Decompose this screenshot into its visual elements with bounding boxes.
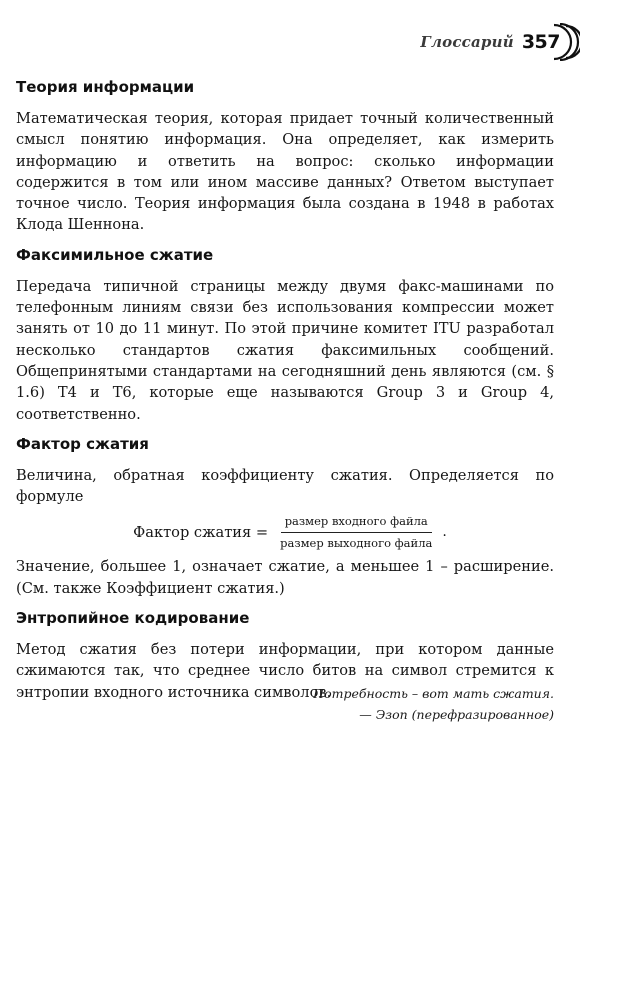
formula-lhs: Фактор сжатия = bbox=[133, 524, 269, 542]
compression-factor-intro: Величина, обратная коэффициенту сжатия. Определяется по формуле bbox=[16, 466, 554, 506]
section-body-information-theory: Математическая теория, которая придает точный количественный смысл понятию информация. Она определяет, как измерить информацию и ответить на вопрос: сколько информации содержится в том или ином массиве данных? Ответом выступает точное число. Теория информация была создана в 1948 в работах Клода Шеннона. bbox=[16, 110, 554, 234]
section-title-compression-factor: Фактор сжатия bbox=[16, 434, 149, 453]
epigraph-attribution: — Эзоп (перефразированное) bbox=[359, 707, 554, 722]
compression-factor-explanation: Значение, большее 1, означает сжатие, а меньшее 1 – расширение. (См. также Коэффициент сжатия.) bbox=[16, 558, 554, 597]
section-title-entropy-coding: Энтропийное кодирование bbox=[16, 609, 250, 628]
formula-fraction bbox=[276, 513, 436, 552]
section-body-compression-factor bbox=[16, 465, 554, 599]
glossary-content bbox=[16, 70, 554, 703]
formula-numerator: размер входного файла bbox=[281, 513, 432, 533]
section-body-fax-compression: Передача типичной страницы между двумя факс-машинами по телефонным линиям связи без использования компрессии может занять от 10 до 11 минут. По этой причине комитет ITU разработал несколько стандартов сжатия факсимильных сообщений. Общепринятыми стандартами на сегодняшний день являются (см. § 1.6) T4 и T6, которые еще называются Group 3 и Group 4, соответственно. bbox=[16, 277, 554, 423]
page-number: 357 bbox=[521, 31, 560, 53]
compression-factor-formula bbox=[16, 513, 554, 552]
page-number-arcs-icon bbox=[552, 23, 580, 61]
section-title-fax-compression: Факсимильное сжатие bbox=[16, 245, 214, 264]
epigraph-quote: Потребность – вот мать сжатия. bbox=[313, 686, 554, 701]
running-head bbox=[420, 22, 560, 62]
running-head-title: Глоссарий bbox=[420, 33, 514, 51]
section-body-entropy-coding: Метод сжатия без потери информации, при котором данные сжимаются так, что среднее число битов на символ стремится к энтропии входного источника символов. bbox=[16, 641, 554, 701]
formula-trailing-dot: . bbox=[442, 524, 447, 541]
section-title-information-theory: Теория информации bbox=[16, 78, 195, 96]
formula-denominator: размер выходного файла bbox=[280, 536, 433, 551]
epigraph bbox=[313, 683, 554, 725]
